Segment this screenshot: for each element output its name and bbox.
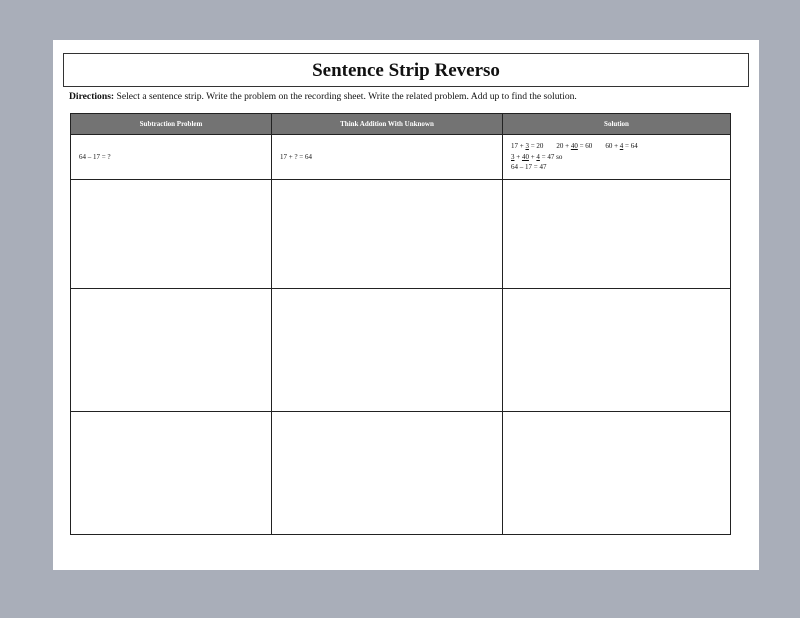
solution-line-1 (511, 141, 730, 152)
example-subtraction-cell (71, 135, 272, 180)
subtraction-cell[interactable] (71, 289, 272, 412)
step-1: 17 + 3 = 20 (511, 142, 544, 151)
example-row (71, 135, 731, 180)
solution-line-2: 3 + 40 + 4 = 47 so (511, 152, 563, 161)
solution-cell[interactable] (503, 289, 731, 412)
example-addition: 17 + ? = 64 (280, 153, 313, 161)
subtraction-cell[interactable] (71, 180, 272, 289)
solution-line-3: 64 – 17 = 47 (511, 163, 547, 172)
solution-cell[interactable] (503, 180, 731, 289)
header-solution: Solution (503, 114, 731, 135)
example-addition-cell (272, 135, 503, 180)
addition-cell[interactable] (272, 289, 503, 412)
subtraction-cell[interactable] (71, 412, 272, 535)
header-row (71, 114, 731, 135)
directions-text: Select a sentence strip. Write the problem on the recording sheet. Write the related problem. Add up to find the solution. (114, 91, 577, 102)
addition-cell[interactable] (272, 412, 503, 535)
example-solution (503, 141, 730, 173)
directions (69, 91, 577, 102)
addition-cell[interactable] (272, 180, 503, 289)
table-row (71, 180, 731, 289)
table-row (71, 412, 731, 535)
header-think-addition: Think Addition With Unknown (272, 114, 503, 135)
example-solution-cell (503, 135, 731, 180)
step-2: 20 + 40 = 60 (556, 142, 593, 151)
directions-label: Directions: (69, 91, 115, 102)
page-title: Sentence Strip Reverso (312, 60, 500, 81)
step-3: 60 + 4 = 64 (605, 142, 638, 151)
recording-table (70, 113, 731, 535)
example-subtraction: 64 – 17 = ? (79, 153, 111, 161)
title-box (63, 53, 749, 87)
solution-cell[interactable] (503, 412, 731, 535)
table-row (71, 289, 731, 412)
worksheet-page (53, 40, 759, 570)
header-subtraction-problem: Subtraction Problem (71, 114, 272, 135)
